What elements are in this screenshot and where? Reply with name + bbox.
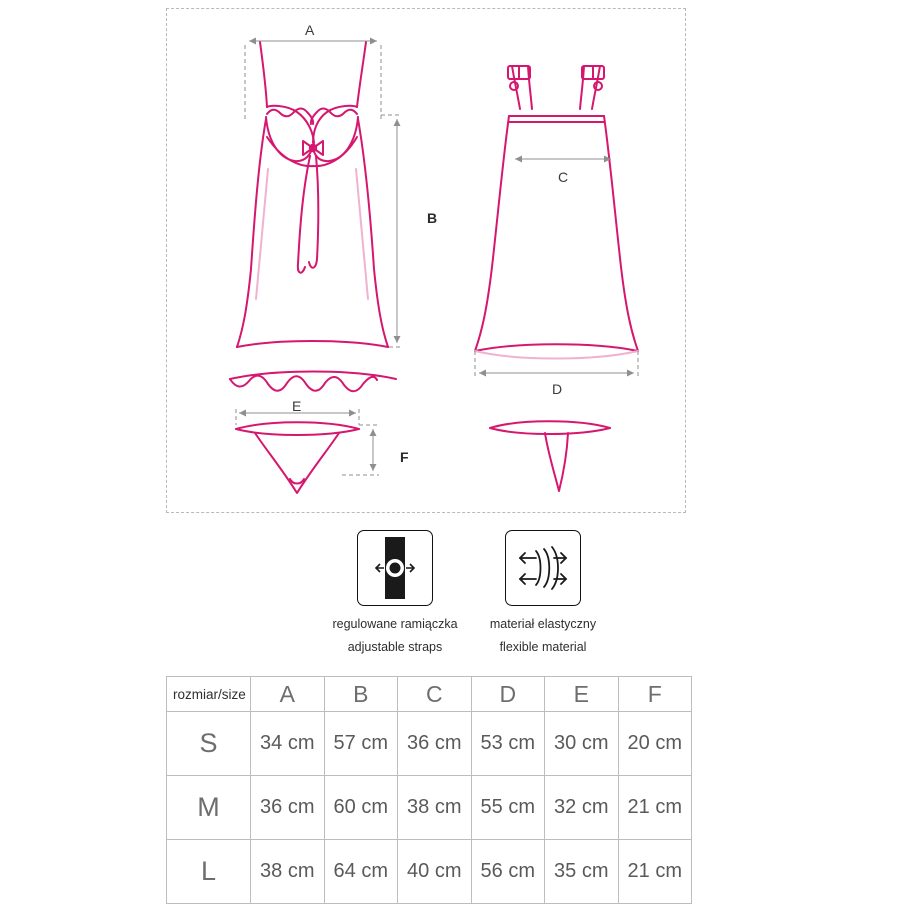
cell-b: 64 cm [324,840,398,904]
table-header-e: E [545,677,619,712]
feature-caption-en: flexible material [499,640,587,654]
row-size-label: L [167,840,251,904]
cell-b: 57 cm [324,712,398,776]
adjustable-straps-icon [357,530,433,606]
table-header-size: rozmiar/size [167,677,251,712]
row-size-label: M [167,776,251,840]
garment-diagram [166,8,686,513]
flexible-material-icon [505,530,581,606]
cell-e: 32 cm [545,776,619,840]
feature-flexible-material [468,530,618,655]
measure-label-e: E [292,398,302,414]
table-header-d: D [471,677,545,712]
cell-d: 56 cm [471,840,545,904]
feature-adjustable-straps [320,530,470,655]
cell-a: 38 cm [251,840,325,904]
table-header-b: B [324,677,398,712]
cell-a: 36 cm [251,776,325,840]
table-header-f: F [618,677,692,712]
cell-c: 36 cm [398,712,472,776]
table-header-a: A [251,677,325,712]
garment-diagram-svg [167,9,687,514]
table-row [167,776,692,840]
cell-c: 40 cm [398,840,472,904]
measure-label-c: C [558,169,569,185]
cell-e: 30 cm [545,712,619,776]
feature-caption-en: adjustable straps [347,640,443,654]
measure-label-f: F [400,449,409,465]
table-header-c: C [398,677,472,712]
cell-f: 21 cm [618,776,692,840]
cell-c: 38 cm [398,776,472,840]
measure-label-d: D [552,381,563,397]
cell-a: 34 cm [251,712,325,776]
feature-caption-pl: materiał elastyczny [489,617,597,631]
feature-icons [320,530,610,670]
table-header-row [167,677,692,712]
measure-label-b: B [427,210,438,226]
cell-f: 21 cm [618,840,692,904]
table-row [167,840,692,904]
cell-b: 60 cm [324,776,398,840]
feature-caption-pl: regulowane ramiączka [332,617,458,631]
row-size-label: S [167,712,251,776]
cell-e: 35 cm [545,840,619,904]
cell-d: 55 cm [471,776,545,840]
table-row [167,712,692,776]
cell-f: 20 cm [618,712,692,776]
size-table [166,676,692,904]
cell-d: 53 cm [471,712,545,776]
measure-label-a: A [305,22,315,38]
